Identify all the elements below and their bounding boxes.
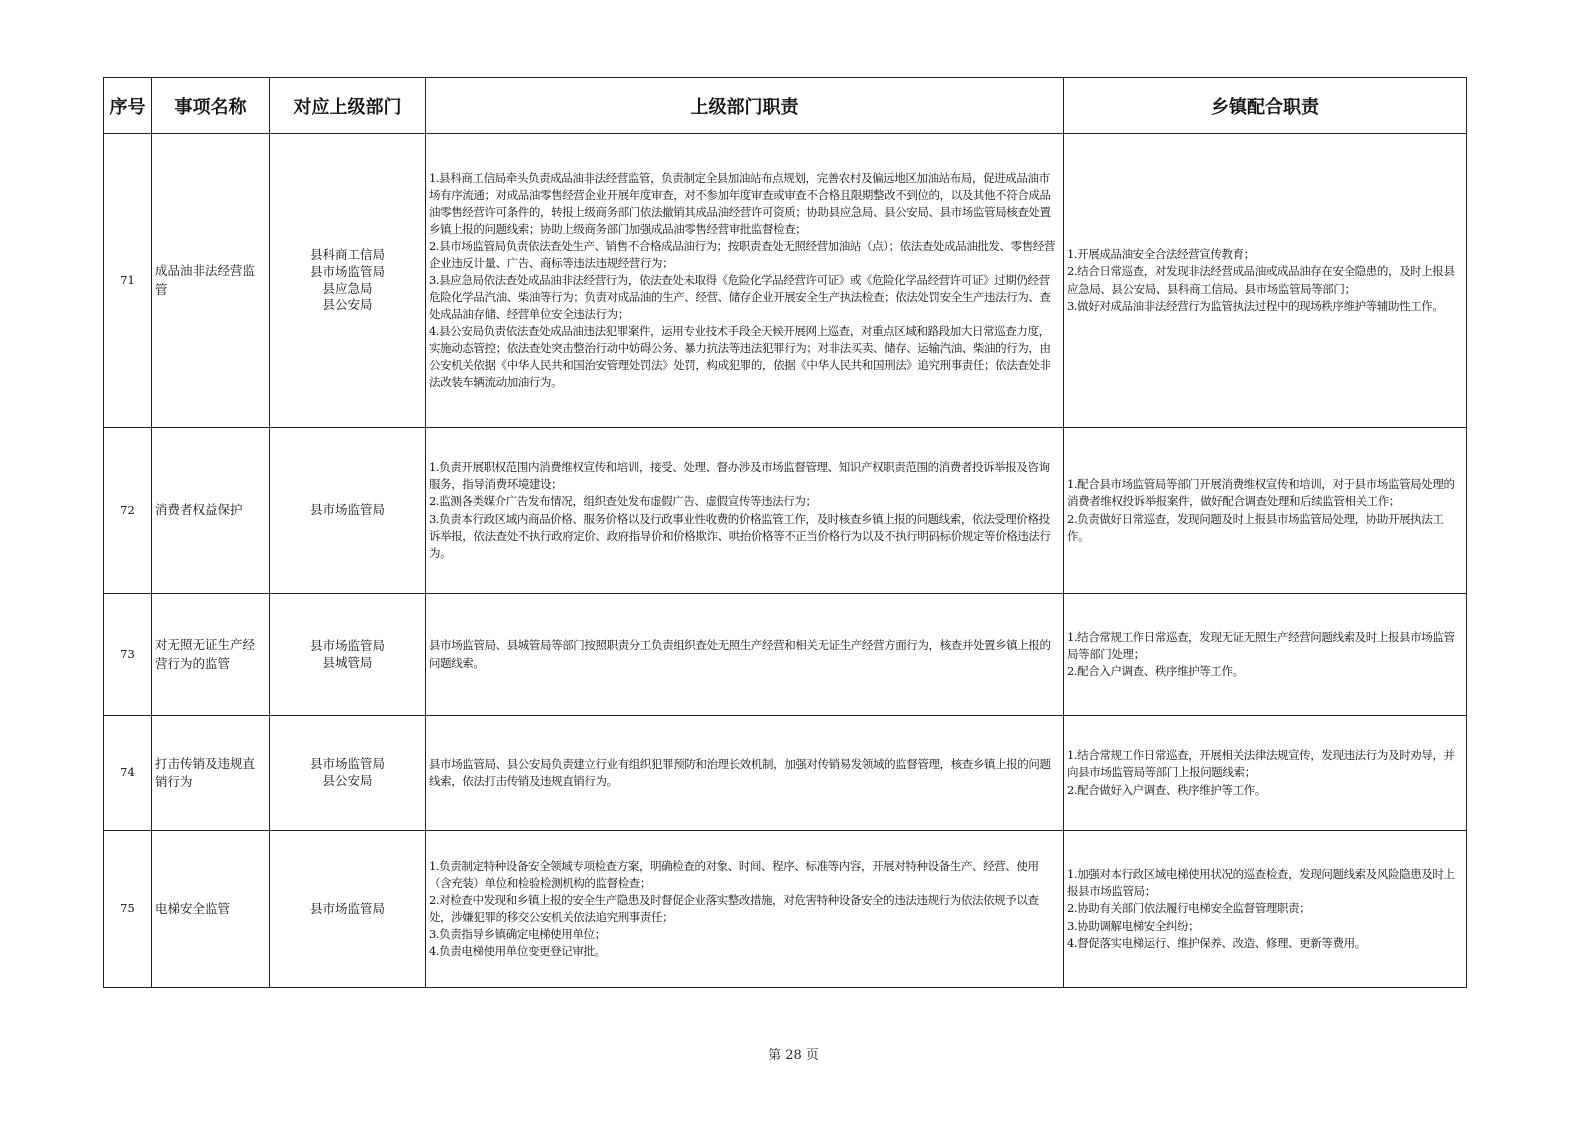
duty-item: 4.县公安局负责依法查处成品油违法犯罪案件，运用专业技术手段全天候开展网上巡查，对重点区域和路段加大日常巡查力度，实施动态管控；依法查处突击整治行动中妨碍公务、暴力抗法等违法犯罪行为；对非法买卖、储存、运输汽油、柴油的行为，由公安机关依据《中华人民共和国治安管理处罚法》处罚，构成犯罪的，依据《中华人民共和国刑法》追究刑事责任；依法查处非法改装车辆流动加油行为。 (429, 324, 1051, 390)
cooperation-item: 1.配合县市场监管局等部门开展消费维权宣传和培训，对于县市场监管局处理的消费者维权投诉举报案件，做好配合调查处理和后续监管相关工作； (1067, 477, 1455, 509)
table-header-row (104, 78, 1467, 134)
row-no: 72 (104, 428, 152, 594)
duty-item: 4.负责电梯使用单位变更登记审批。 (429, 944, 606, 959)
cooperation-item: 1.加强对本行政区域电梯使用状况的巡查检查，发现问题线索及风险隐患及时上报县市场监管局； (1067, 867, 1455, 899)
header-item-name: 事项名称 (152, 78, 270, 134)
duty-item: 3.负责指导乡镇确定电梯使用单位； (429, 927, 606, 942)
cooperation-item: 2.配合做好入户调查、秩序维护等工作。 (1067, 782, 1266, 797)
cooperation-item: 1.结合常规工作日常巡查，开展相关法律法规宣传，发现违法行为及时劝导，并向县市场监管局等部门上报问题线索； (1067, 748, 1455, 780)
department-line: 县市场监管局 (309, 637, 385, 653)
row-departments (270, 831, 426, 988)
duty-item: 2.监测各类媒介广告发布情况，组织查处发布虚假广告、虚假宣传等违法行为； (429, 494, 817, 509)
header-cooperation: 乡镇配合职责 (1064, 78, 1467, 134)
department-line: 县市场监管局 (309, 756, 385, 772)
duty-item: 2.县市场监管局负责依法查处生产、销售不合格成品油行为；按职责查处无照经营加油站（点）；依法查处成品油批发、零售经营企业违反计量、广告、商标等违法违规经营行为； (429, 238, 1056, 270)
row-duties (426, 134, 1064, 428)
header-department: 对应上级部门 (270, 78, 426, 134)
row-duties (426, 594, 1064, 716)
department-line: 县市场监管局 (309, 502, 385, 518)
department-line: 县公安局 (322, 297, 373, 313)
row-no: 73 (104, 594, 152, 716)
table-row (104, 831, 1467, 988)
department-line: 县应急局 (322, 280, 373, 296)
row-departments (270, 134, 426, 428)
row-duties (426, 831, 1064, 988)
row-cooperation (1064, 428, 1467, 594)
row-departments (270, 428, 426, 594)
duty-item: 县市场监管局、县公安局负责建立行业有组织犯罪预防和治理长效机制，加强对传销易发领域的监督管理，核查乡镇上报的问题线索，依法打击传销及违规直销行为。 (429, 756, 1051, 788)
duty-item: 1.负责制定特种设备安全领域专项检查方案，明确检查的对象、时间、程序、标准等内容，开展对特种设备生产、经营、使用（含充装）单位和检验检测机构的监督检查； (429, 858, 1039, 890)
duty-item: 1.县科商工信局牵头负责成品油非法经营监管，负责制定全县加油站布点规划，完善农村及偏远地区加油站布局，促进成品油市场有序流通；对成品油零售经营企业开展年度审查，对不参加年度审查或审查不合格且限期整改不到位的，以及其他不符合成品油零售经营许可条件的，转报上级商务部门依法撤销其成品油经营许可资质；协助县应急局、县公安局、县市场监管局核查处置乡镇上报的问题线索；协助上级商务部门加强成品油零售经营审批监督检查； (429, 170, 1051, 236)
table-row (104, 716, 1467, 831)
department-line: 县城管局 (322, 654, 373, 670)
duty-item: 县市场监管局、县城管局等部门按照职责分工负责组织查处无照生产经营和相关无证生产经营方面行为，核查并处置乡镇上报的问题线索。 (429, 638, 1051, 670)
row-departments (270, 594, 426, 716)
department-line: 县科商工信局 (309, 246, 385, 262)
row-no: 71 (104, 134, 152, 428)
department-line: 县市场监管局 (309, 263, 385, 279)
row-item-name: 电梯安全监管 (152, 831, 270, 988)
cooperation-item: 2.协助有关部门依法履行电梯安全监督管理职责； (1067, 901, 1311, 916)
row-no: 75 (104, 831, 152, 988)
cooperation-item: 3.协助调解电梯安全纠纷； (1067, 918, 1200, 933)
cooperation-item: 2.负责做好日常巡查，发现问题及时上报县市场监管局处理，协助开展执法工作。 (1067, 511, 1444, 543)
department-line: 县市场监管局 (309, 900, 385, 916)
header-duties: 上级部门职责 (426, 78, 1064, 134)
row-cooperation (1064, 716, 1467, 831)
cooperation-item: 2.结合日常巡查，对发现非法经营成品油或成品油存在安全隐患的，及时上报县应急局、县公安局、县科商工信局、县市场监管局等部门； (1067, 264, 1455, 296)
header-no: 序号 (104, 78, 152, 134)
page-number: 第 28 页 (768, 1048, 819, 1063)
row-item-name: 成品油非法经营监管 (152, 134, 270, 428)
cooperation-item: 2.配合入户调查、秩序维护等工作。 (1067, 664, 1244, 678)
department-line: 县公安局 (322, 773, 373, 788)
duty-item: 3.负责本行政区域内商品价格、服务价格以及行政事业性收费的价格监管工作，及时核查乡镇上报的问题线索，依法受理价格投诉举报，依法查处不执行政府定价、政府指导价和价格欺诈、哄抬价格等不正当价格行为以及不执行明码标价规定等价格违法行为。 (429, 511, 1051, 560)
row-no: 74 (104, 716, 152, 831)
row-departments (270, 716, 426, 831)
row-item-name: 消费者权益保护 (152, 428, 270, 594)
cooperation-item: 1.开展成品油安全合法经营宣传教育； (1067, 247, 1255, 262)
row-duties (426, 716, 1064, 831)
table-row (104, 594, 1467, 716)
row-item-name: 对无照无证生产经营行为的监管 (152, 594, 270, 716)
table-row (104, 134, 1467, 428)
table-row (104, 428, 1467, 594)
row-cooperation (1064, 594, 1467, 716)
row-cooperation (1064, 134, 1467, 428)
cooperation-item: 1.结合常规工作日常巡查，发现无证无照生产经营问题线索及时上报县市场监管局等部门处理； (1067, 629, 1455, 661)
duty-item: 3.县应急局依法查处成品油非法经营行为，依法查处未取得《危险化学品经营许可证》或《危险化学品经营许可证》过期仍经营危险化学品汽油、柴油等行为；负责对成品油的生产、经营、储存企业开展安全生产执法检查；依法处罚安全生产违法行为、查处成品油存储、经营单位安全违法行为； (429, 272, 1051, 322)
cooperation-item: 4.督促落实电梯运行、维护保养、改造、修理、更新等费用。 (1067, 935, 1366, 950)
duty-item: 1.负责开展职权范围内消费维权宣传和培训，接受、处理、督办涉及市场监督管理、知识产权职责范围的消费者投诉举报及咨询服务，指导消费环境建设； (429, 460, 1050, 492)
row-cooperation (1064, 831, 1467, 988)
duty-item: 2.对检查中发现和乡镇上报的安全生产隐患及时督促企业落实整改措施，对危害特种设备安全的违法违规行为依法依规予以查处，涉嫌犯罪的移交公安机关依法追究刑事责任； (429, 892, 1039, 924)
row-duties (426, 428, 1064, 594)
duty-table (103, 77, 1467, 988)
cooperation-item: 3.做好对成品油非法经营行为监管执法过程中的现场秩序维护等辅助性工作。 (1067, 298, 1444, 313)
row-item-name: 打击传销及违规直销行为 (152, 716, 270, 831)
